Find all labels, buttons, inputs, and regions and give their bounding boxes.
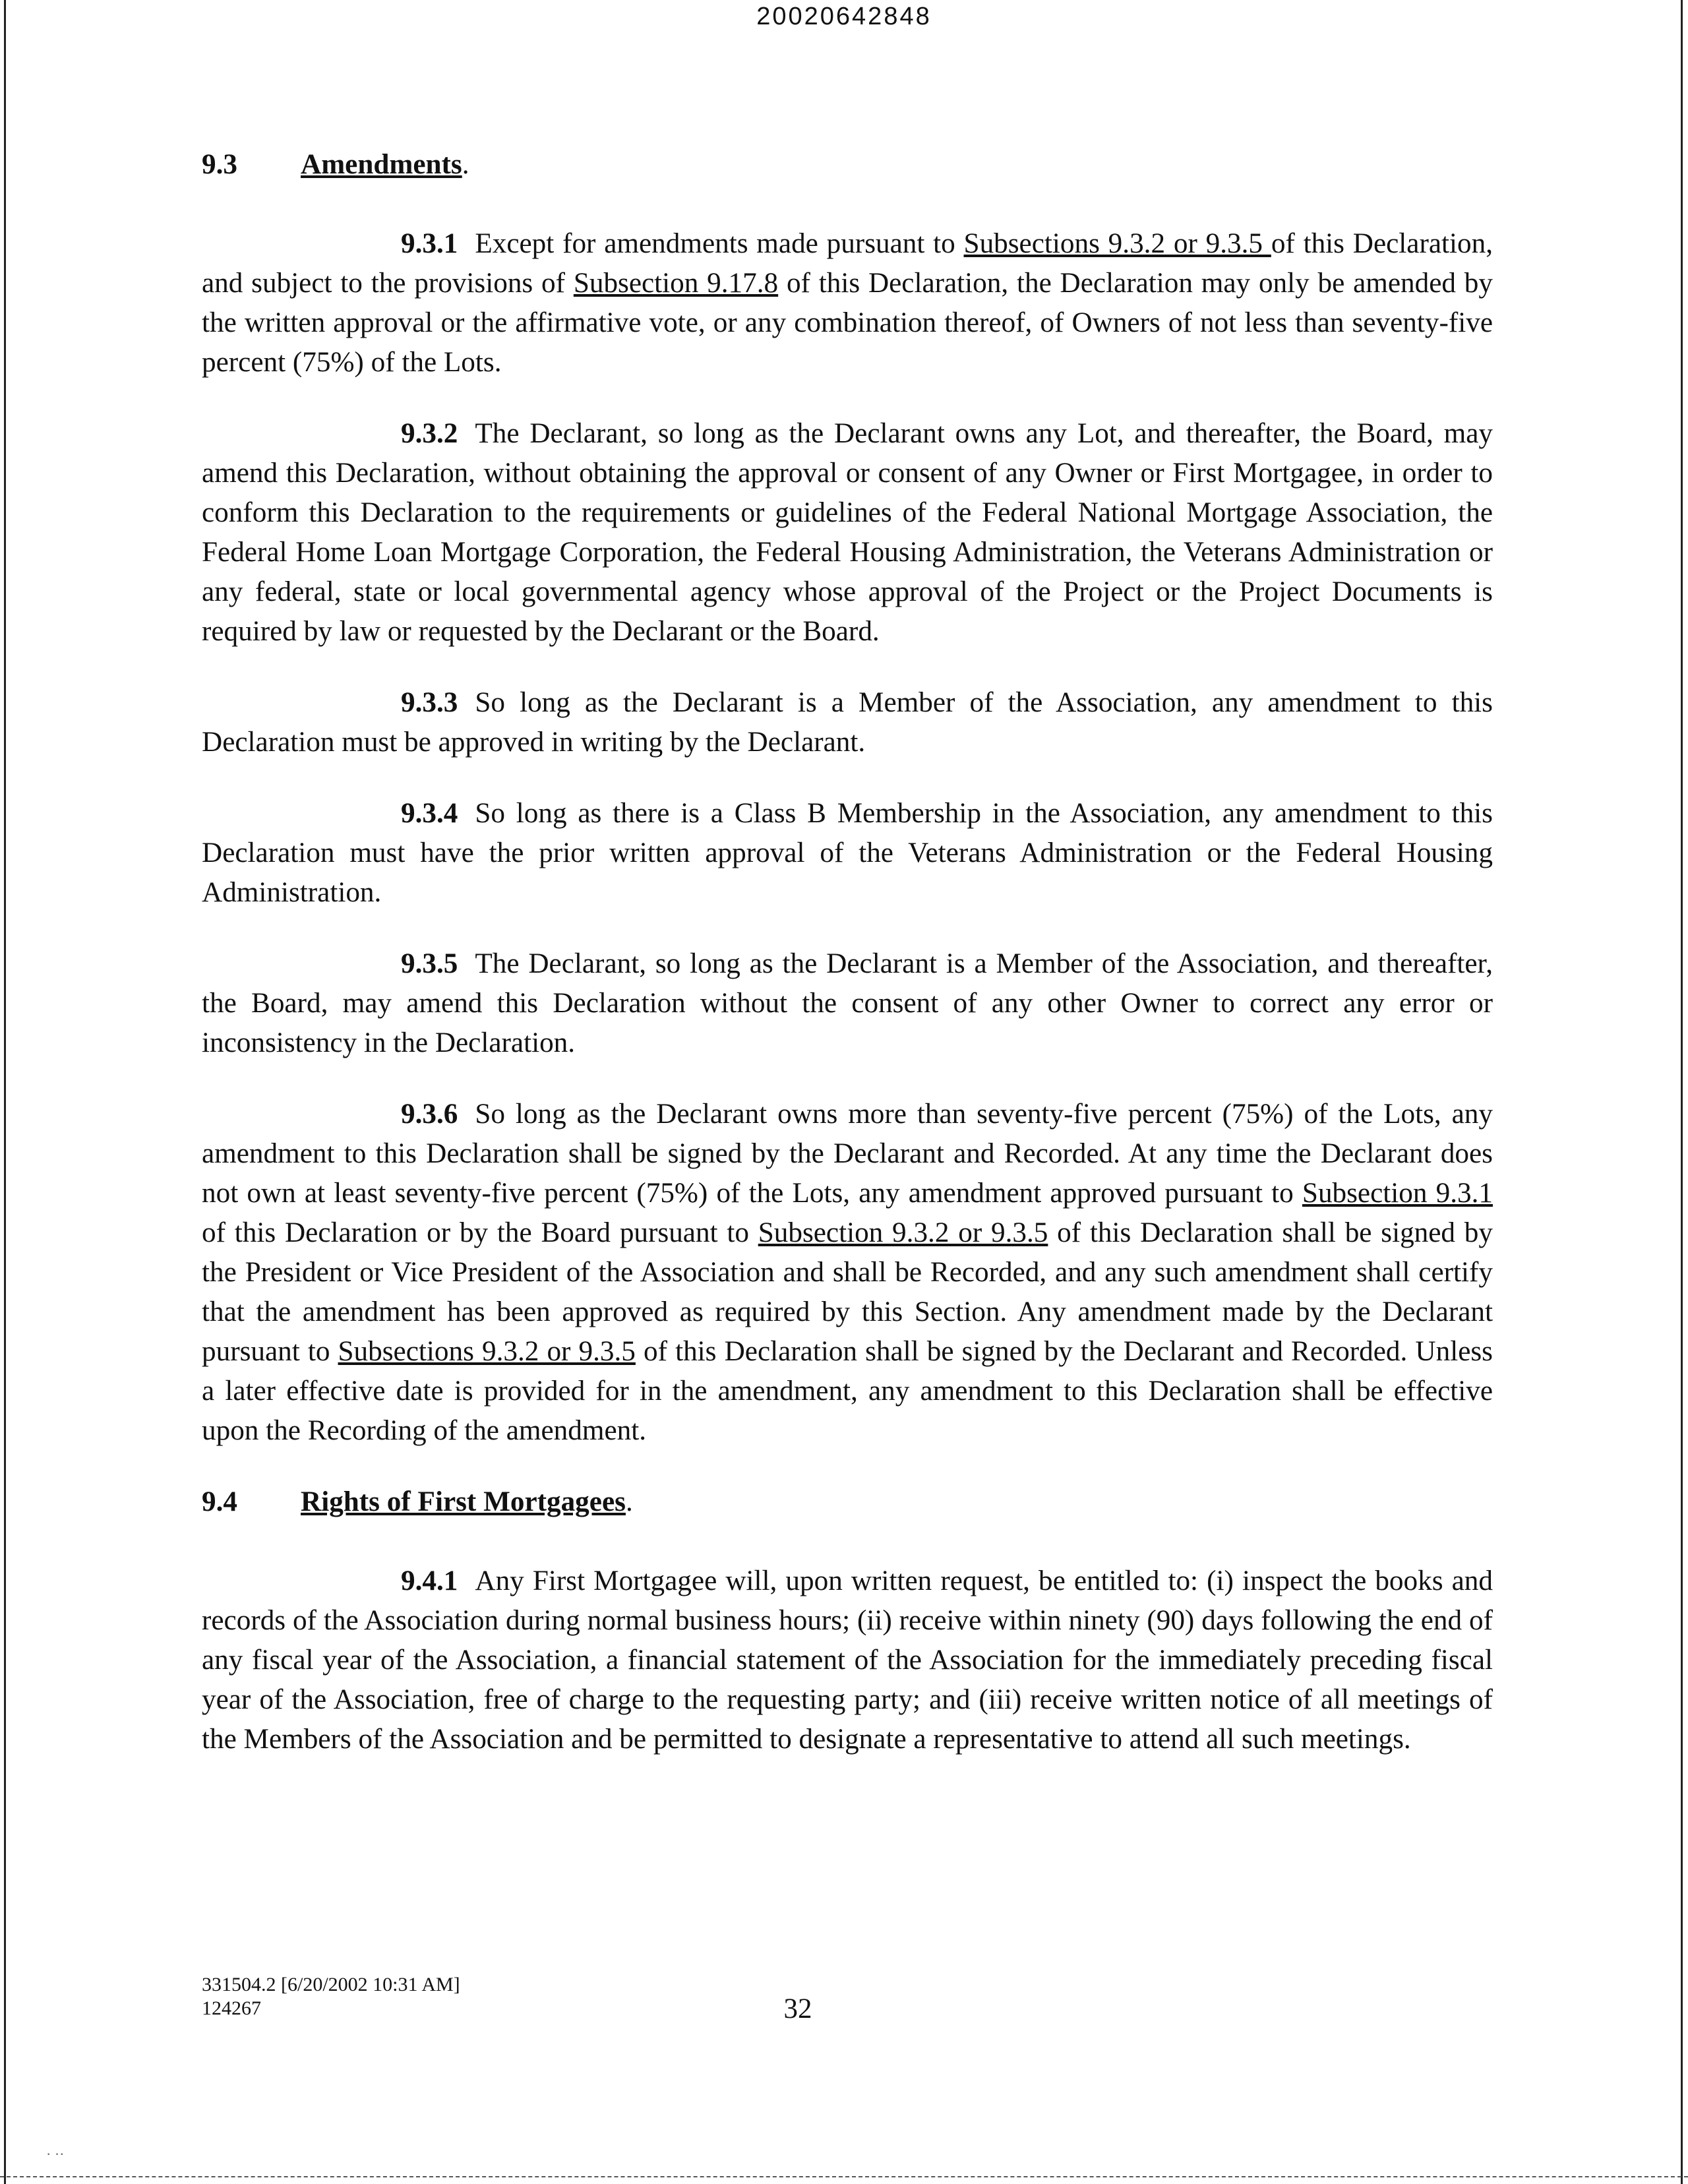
cross-reference-link: Subsection 9.3.2 or 9.3.5 <box>758 1217 1048 1248</box>
section-number: 9.4 <box>202 1486 237 1517</box>
scan-speck: · ·· <box>46 2146 65 2162</box>
document-body <box>202 145 1493 1791</box>
paragraph-text: Except for amendments made pursuant to <box>475 228 964 259</box>
paragraph-9-3-1 <box>202 224 1493 382</box>
cross-reference-link: Subsections 9.3.2 or 9.3.5 <box>963 228 1271 259</box>
page-number: 32 <box>783 1993 812 2024</box>
paragraph-text: Any First Mortgagee will, upon written request, be entitled to: (i) inspect the books and records of the Association during normal business hours; (ii) receive within ninety (90) days following the end of any fiscal year of the Association, a financial statement of the Association for the immediately preceding fiscal year of the Association, free of charge to the requesting party; and (iii) receive written notice of all meetings of the Members of the Association and be permitted to designate a representative to attend all such meetings. <box>202 1565 1493 1755</box>
paragraph-text: So long as the Declarant is a Member of the Association, any amendment to this Declaration must be approved in writing by the Declarant. <box>202 687 1493 758</box>
paragraph-text: So long as the Declarant owns more than seventy-five percent (75%) of the Lots, any amendment to this Declaration shall be signed by the Declarant and Recorded. At any time the Declarant does not own at least seventy-five percent (75%) of the Lots, any amendment approved pursuant to <box>202 1099 1493 1209</box>
paragraph-text: So long as there is a Class B Membership in the Association, any amendment to this Declaration must have the prior written approval of the Veterans Administration or the Federal Housing Administration. <box>202 798 1493 908</box>
paragraph-text: of this Declaration, and subject to the provisions of <box>202 228 1493 299</box>
scan-left-border <box>4 0 6 2184</box>
paragraph-text: of this Declaration shall be signed by the Declarant and Recorded. Unless a later effective date is provided for in the amendment, any amendment to this Declaration shall be effective upon the Recording of the amendment. <box>202 1336 1493 1446</box>
paragraph-number: 9.3.2 <box>401 418 458 449</box>
document-number: 20020642848 <box>756 3 932 30</box>
cross-reference-link: Subsections 9.3.2 or 9.3.5 <box>338 1336 636 1367</box>
paragraph-number: 9.3.1 <box>401 228 458 259</box>
paragraph-9-3-3 <box>202 683 1493 762</box>
cross-reference-link: Subsection 9.3.1 <box>1302 1178 1493 1209</box>
paragraph-text: of this Declaration shall be signed by the President or Vice President of the Association and shall be Recorded, and any such amendment shall certify that the amendment has been approved as required by this Section. Any amendment made by the Declarant pursuant to <box>202 1217 1493 1367</box>
section-heading-9-4: 9.4 Rights of First Mortgagees. <box>202 1482 1493 1522</box>
paragraph-number: 9.3.4 <box>401 798 458 829</box>
section-heading-9-3: 9.3 Amendments. <box>202 145 1493 185</box>
paragraph-text: The Declarant, so long as the Declarant is a Member of the Association, and thereafter, the Board, may amend this Declaration without the consent of any other Owner to correct any error or inconsistency in the Declaration. <box>202 948 1493 1058</box>
scan-right-border <box>1681 0 1683 2184</box>
paragraph-number: 9.3.6 <box>401 1099 458 1130</box>
paragraph-text: The Declarant, so long as the Declarant owns any Lot, and thereafter, the Board, may amend this Declaration, without obtaining the approval or consent of any Owner or First Mortgagee, in order to conform this Declaration to the requirements or guidelines of the Federal National Mortgage Association, the Federal Home Loan Mortgage Corporation, the Federal Housing Administration, the Veterans Administration or any federal, state or local governmental agency whose approval of the Project or the Project Documents is required by law or requested by the Declarant or the Board. <box>202 418 1493 647</box>
section-title: Amendments <box>301 149 462 180</box>
paragraph-9-3-6 <box>202 1095 1493 1451</box>
paragraph-9-3-4 <box>202 794 1493 913</box>
paragraph-9-3-5 <box>202 944 1493 1063</box>
paragraph-9-4-1 <box>202 1562 1493 1759</box>
paragraph-number: 9.3.5 <box>401 948 458 979</box>
cross-reference-link: Subsection 9.17.8 <box>573 268 779 299</box>
paragraph-number: 9.4.1 <box>401 1565 458 1596</box>
paragraph-text: of this Declaration, the Declaration may only be amended by the written approval or the affirmative vote, or any combination thereof, of Owners of not less than seventy-five percent (75%) of the Lots. <box>202 268 1493 378</box>
section-title: Rights of First Mortgagees <box>301 1486 626 1517</box>
scan-bottom-edge <box>0 2176 1688 2179</box>
paragraph-text: of this Declaration or by the Board pursuant to <box>202 1217 758 1248</box>
paragraph-9-3-2 <box>202 414 1493 652</box>
paragraph-number: 9.3.3 <box>401 687 458 718</box>
section-number: 9.3 <box>202 149 237 180</box>
footer-ref-line-2: 124267 <box>202 1997 261 2019</box>
footer-ref-line-1: 331504.2 [6/20/2002 10:31 AM] <box>202 1974 460 1995</box>
